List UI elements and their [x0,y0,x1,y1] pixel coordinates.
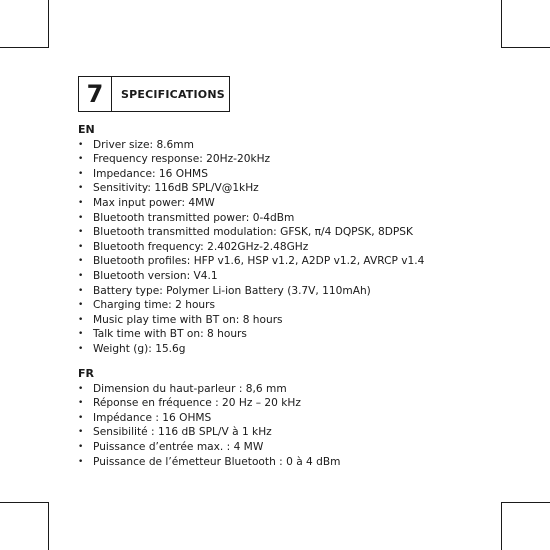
bullet-icon: • [78,441,84,452]
english-specs [78,123,518,357]
spec-item [78,211,518,226]
bullet-icon: • [78,300,84,311]
spec-item [78,342,518,357]
spec-item [78,440,518,455]
spec-item [78,411,518,426]
spec-item-text: Driver size: 8.6mm [93,138,194,151]
spec-item-text: Puissance d’entrée max. : 4 MW [93,440,264,453]
spec-item [78,225,518,240]
bullet-icon: • [78,329,84,340]
spec-item-text: Sensitivity: 116dB SPL/V@1kHz [93,182,259,195]
spec-item [78,284,518,299]
bullet-icon: • [78,227,84,238]
bullet-icon: • [78,256,84,267]
spec-item-text: Weight (g): 15.6g [93,342,186,355]
spec-item-text: Sensibilité : 116 dB SPL/V à 1 kHz [93,426,272,439]
spec-list-fr [78,382,518,470]
spec-item-text: Talk time with BT on: 8 hours [93,328,247,341]
spec-item [78,269,518,284]
spec-item [78,425,518,440]
crop-mark-bottom-left [48,502,49,550]
crop-mark-bottom-right [501,502,502,550]
bullet-icon: • [78,343,84,354]
spec-item [78,196,518,211]
spec-item-text: Bluetooth transmitted power: 0-4dBm [93,211,295,224]
crop-mark-left-bottom [0,502,48,503]
french-specs [78,367,518,469]
bullet-icon: • [78,427,84,438]
crop-mark-top-left [48,0,49,48]
spec-item-text: Impédance : 16 OHMS [93,411,212,424]
spec-item-text: Bluetooth frequency: 2.402GHz-2.48GHz [93,240,309,253]
spec-item-text: Frequency response: 20Hz-20kHz [93,153,271,166]
spec-item-text: Dimension du haut-parleur : 8,6 mm [93,382,287,395]
crop-mark-top-right [501,0,502,48]
section-header [78,76,230,112]
bullet-icon: • [78,212,84,223]
bullet-icon: • [78,314,84,325]
spec-item [78,382,518,397]
bullet-icon: • [78,285,84,296]
bullet-icon: • [78,154,84,165]
bullet-icon: • [78,398,84,409]
bullet-icon: • [78,241,84,252]
language-code-en: EN [78,123,95,136]
spec-item [78,313,518,328]
bullet-icon: • [78,197,84,208]
spec-item-text: Bluetooth transmitted modulation: GFSK, π/4 DQPSK, 8DPSK [93,226,413,239]
bullet-icon: • [78,168,84,179]
bullet-icon: • [78,456,84,467]
spec-list-en [78,138,518,357]
crop-mark-right-bottom [502,502,550,503]
spec-item-text: Réponse en fréquence : 20 Hz – 20 kHz [93,397,301,410]
spec-item-text: Bluetooth version: V4.1 [93,269,218,282]
bullet-icon: • [78,183,84,194]
crop-mark-left-top [0,47,48,48]
section-number: 7 [79,77,112,111]
crop-mark-right-top [502,47,550,48]
spec-item [78,396,518,411]
spec-item-text: Battery type: Polymer Li-ion Battery (3.7V, 110mAh) [93,284,371,297]
section-title: SPECIFICATIONS [121,87,225,101]
spec-item-text: Charging time: 2 hours [93,299,216,312]
spec-item [78,254,518,269]
spec-item [78,455,518,470]
spec-item [78,167,518,182]
spec-item [78,327,518,342]
bullet-icon: • [78,139,84,150]
spec-item [78,152,518,167]
language-code-fr: FR [78,367,94,380]
spec-item-text: Max input power: 4MW [93,196,215,209]
spec-item-text: Impedance: 16 OHMS [93,167,208,180]
spec-item [78,298,518,313]
spec-item-text: Music play time with BT on: 8 hours [93,313,283,326]
spec-item [78,240,518,255]
spec-item [78,138,518,153]
bullet-icon: • [78,270,84,281]
bullet-icon: • [78,383,84,394]
bullet-icon: • [78,412,84,423]
spec-item-text: Puissance de l’émetteur Bluetooth : 0 à 4 dBm [93,455,341,468]
spec-item [78,181,518,196]
spec-item-text: Bluetooth profiles: HFP v1.6, HSP v1.2, A2DP v1.2, AVRCP v1.4 [93,255,425,268]
